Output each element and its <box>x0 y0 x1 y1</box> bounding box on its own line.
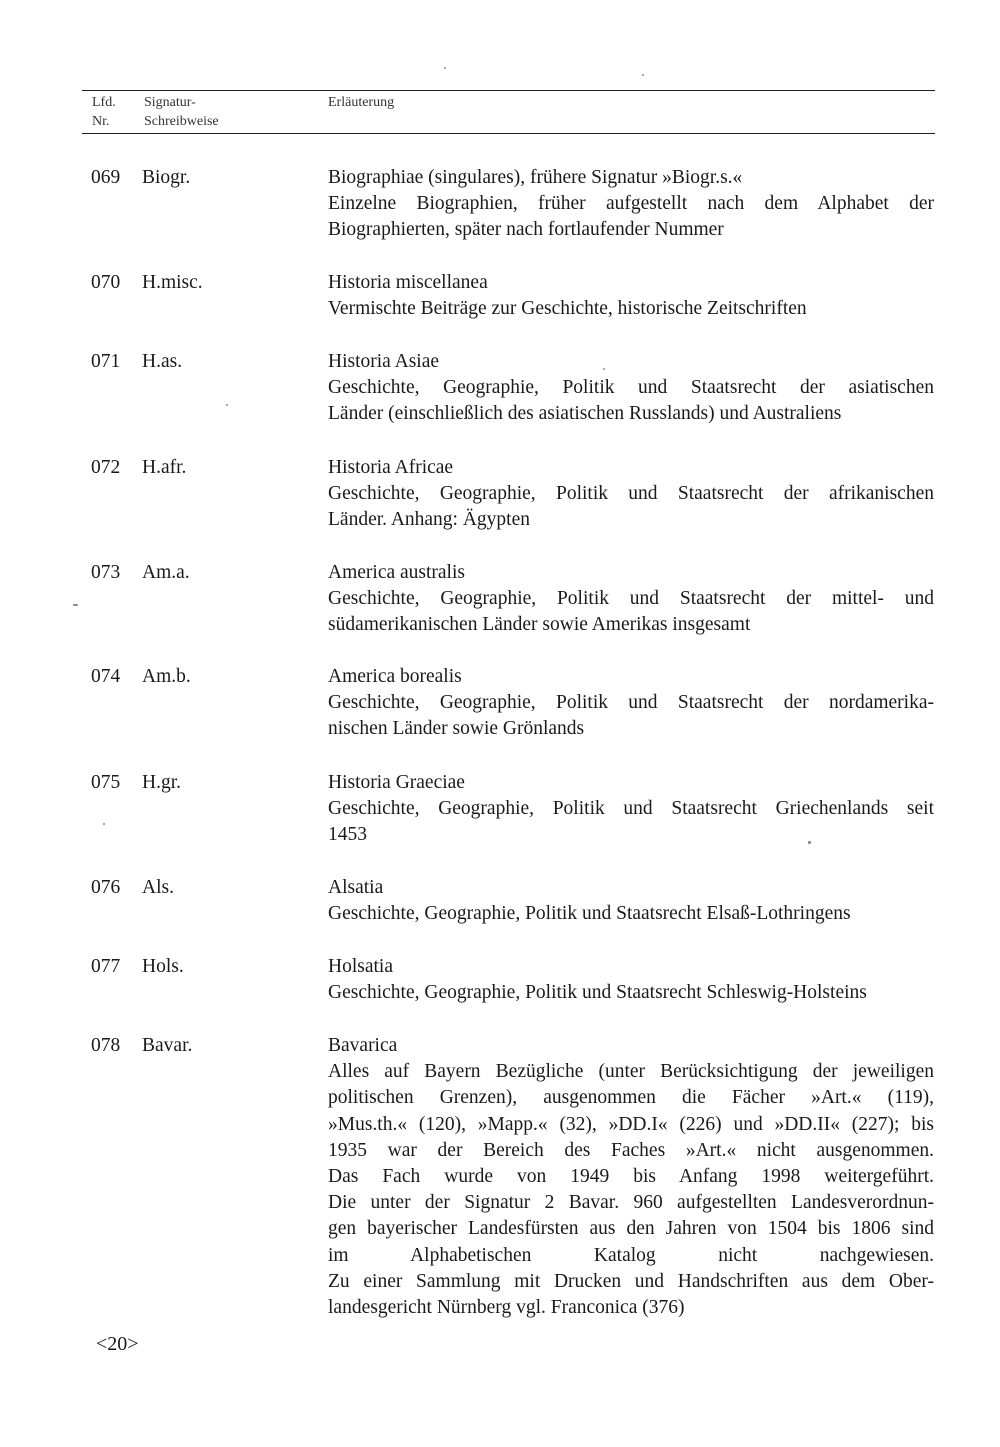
entry-description-line: Länder. Anhang: Ägypten <box>328 509 530 531</box>
entry-description-line: Die unter der Signatur 2 Bavar. 960 aufgestellten Landesverordnun- <box>328 1192 934 1214</box>
entry-title: Historia Africae <box>328 457 454 478</box>
scan-speck <box>103 823 105 825</box>
entry-description <box>328 455 934 534</box>
entry-title: Bavarica <box>328 1035 398 1056</box>
entry-title: Historia miscellanea <box>328 272 488 293</box>
entry-description-line: Geschichte, Geographie, Politik und Staatsrecht der asiatischen <box>328 377 934 399</box>
entry-description <box>328 270 934 322</box>
entry-description <box>328 349 934 428</box>
entry-description-line: gen bayerischer Landesfürsten aus den Jahren von 1504 bis 1806 sind <box>328 1218 934 1240</box>
entry-description <box>328 1033 934 1321</box>
entry-description-line: Vermischte Beiträge zur Geschichte, historische Zeitschriften <box>328 298 807 320</box>
header-signatur-line1: Signatur- <box>144 95 196 110</box>
entry-title: Historia Graeciae <box>328 772 465 793</box>
entry-description-line: Einzelne Biographien, früher aufgestellt nach dem Alphabet der <box>328 193 934 215</box>
entry-description <box>328 770 934 849</box>
entry-title: America australis <box>328 562 465 583</box>
entry-signatur: H.misc. <box>142 272 203 293</box>
entry-description-line: Alles auf Bayern Bezügliche (unter Berücksichtigung der jeweiligen <box>328 1061 934 1083</box>
entry-description-line: nischen Länder sowie Grönlands <box>328 718 585 740</box>
entry-description <box>328 954 934 1006</box>
entry-description-line: Das Fach wurde von 1949 bis Anfang 1998 weitergeführt. <box>328 1166 934 1188</box>
entry-number: 073 <box>91 562 121 583</box>
entry-signatur: Am.a. <box>142 562 190 583</box>
entry-description-line: im Alphabetischen Katalog nicht nachgewiesen. <box>328 1244 934 1266</box>
header-lfd: Lfd. <box>92 95 116 110</box>
header-signatur-line2: Schreibweise <box>144 114 219 129</box>
entry-signatur: H.gr. <box>142 772 181 793</box>
scan-speck <box>444 67 446 69</box>
entry-description-line: Geschichte, Geographie, Politik und Staatsrecht Griechenlands seit <box>328 798 934 820</box>
entry-signatur: Bavar. <box>142 1035 193 1056</box>
entry-title: Biographiae (singulares), frühere Signatur »Biogr.s.« <box>328 167 743 188</box>
entry-signatur: H.afr. <box>142 457 187 478</box>
entry-description-line: 1453 <box>328 824 367 846</box>
entry-description <box>328 165 934 244</box>
entry-description-line: Geschichte, Geographie, Politik und Staatsrecht der nordamerika- <box>328 692 934 714</box>
entry-title: Alsatia <box>328 877 384 898</box>
header-nr: Nr. <box>92 114 110 129</box>
entry-title: Holsatia <box>328 956 393 977</box>
entry-title: Historia Asiae <box>328 351 440 372</box>
entry-description-line: Zu einer Sammlung mit Drucken und Handschriften aus dem Ober- <box>328 1270 934 1292</box>
entry-description-line: Geschichte, Geographie, Politik und Staatsrecht der afrikanischen <box>328 483 934 505</box>
entry-number: 074 <box>91 666 121 687</box>
entry-description <box>328 664 934 743</box>
entry-number: 071 <box>91 351 121 372</box>
entry-signatur: Als. <box>142 877 174 898</box>
header-erlaeuterung: Erläuterung <box>328 95 395 110</box>
entry-number: 076 <box>91 877 121 898</box>
entry-description-line: Geschichte, Geographie, Politik und Staatsrecht Schleswig-Holsteins <box>328 982 867 1004</box>
entry-number: 077 <box>91 956 121 977</box>
entry-signatur: H.as. <box>142 351 183 372</box>
entry-description <box>328 560 934 639</box>
entry-signatur: Am.b. <box>142 666 191 687</box>
entry-description-line: Biographierten, später nach fortlaufender Nummer <box>328 219 724 241</box>
entry-description-line: südamerikanischen Länder sowie Amerikas insgesamt <box>328 614 751 636</box>
header-top-rule <box>82 90 935 91</box>
entry-title: America borealis <box>328 666 462 687</box>
entry-number: 075 <box>91 772 121 793</box>
entry-number: 072 <box>91 457 121 478</box>
entry-description-line: landesgericht Nürnberg vgl. Franconica (376) <box>328 1297 685 1319</box>
header-signatur <box>144 93 219 131</box>
entry-description-line: politischen Grenzen), ausgenommen die Fächer »Art.« (119), <box>328 1087 934 1109</box>
entry-description <box>328 875 934 927</box>
scan-speck <box>73 604 78 606</box>
entry-signatur: Biogr. <box>142 167 191 188</box>
entry-description-line: 1935 war der Bereich des Faches »Art.« nicht ausgenommen. <box>328 1139 934 1161</box>
entry-number: 069 <box>91 167 121 188</box>
scan-speck <box>226 404 228 406</box>
entry-description-line: »Mus.th.« (120), »Mapp.« (32), »DD.I« (226) und »DD.II« (227); bis <box>328 1113 934 1135</box>
entry-description-line: Länder (einschließlich des asiatischen Russlands) und Australiens <box>328 403 842 425</box>
scan-speck <box>642 74 644 76</box>
scan-speck <box>603 368 605 370</box>
entry-number: 070 <box>91 272 121 293</box>
page-number: <20> <box>96 1333 139 1355</box>
entry-signatur: Hols. <box>142 956 184 977</box>
scan-speck <box>808 841 811 844</box>
header-bottom-rule <box>82 133 935 134</box>
entry-description-line: Geschichte, Geographie, Politik und Staatsrecht Elsaß-Lothringens <box>328 903 851 925</box>
header-lfd-nr <box>92 93 116 131</box>
entry-description-line: Geschichte, Geographie, Politik und Staatsrecht der mittel- und <box>328 588 934 610</box>
entry-number: 078 <box>91 1035 121 1056</box>
